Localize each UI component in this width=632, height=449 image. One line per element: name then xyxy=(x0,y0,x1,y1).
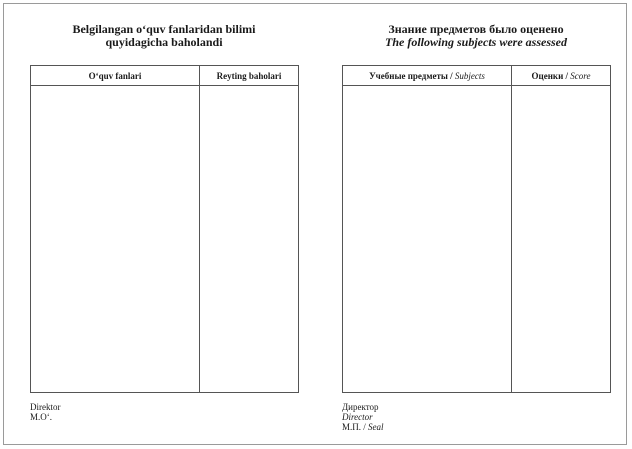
certificate-page xyxy=(3,3,627,445)
score-column-header: Reyting baholari xyxy=(200,66,299,86)
russian-title: Знание предметов было оценено xyxy=(388,22,564,36)
english-title: The following subjects were assessed xyxy=(385,35,567,49)
seal-label-en: Seal xyxy=(368,422,384,432)
seal-label-ru: М.П. / xyxy=(342,422,366,432)
table-body-row xyxy=(343,86,611,393)
director-label-ru: Директор xyxy=(342,402,379,412)
subjects-column-header: O‘quv fanlari xyxy=(31,66,200,86)
score-header-ru: Оценки / xyxy=(531,70,569,81)
uzbek-title-line-2: quyidagicha baholandi xyxy=(105,35,223,49)
subjects-cell xyxy=(31,86,200,393)
russian-grades-table xyxy=(342,65,611,393)
table-header-row xyxy=(31,66,299,86)
subjects-header-ru: Учебные предметы / xyxy=(369,70,453,81)
uzbek-signature-block xyxy=(30,402,61,422)
subjects-column-header xyxy=(343,66,512,86)
table-body-row xyxy=(31,86,299,393)
russian-english-title xyxy=(342,23,610,49)
uzbek-grades-table xyxy=(30,65,299,393)
score-header-en: Score xyxy=(570,70,591,81)
score-cell xyxy=(200,86,299,393)
director-label: Direktor xyxy=(30,402,61,412)
russian-signature-block xyxy=(342,402,384,432)
seal-label: M.O‘. xyxy=(30,412,52,422)
table-header-row xyxy=(343,66,611,86)
uzbek-title-line-1: Belgilangan o‘quv fanlaridan bilimi xyxy=(72,22,256,36)
score-cell xyxy=(512,86,611,393)
seal-label xyxy=(342,422,384,432)
director-label-en: Director xyxy=(342,412,373,422)
uzbek-title xyxy=(30,23,298,49)
subjects-header-en: Subjects xyxy=(454,70,485,81)
subjects-cell xyxy=(343,86,512,393)
score-column-header xyxy=(512,66,611,86)
